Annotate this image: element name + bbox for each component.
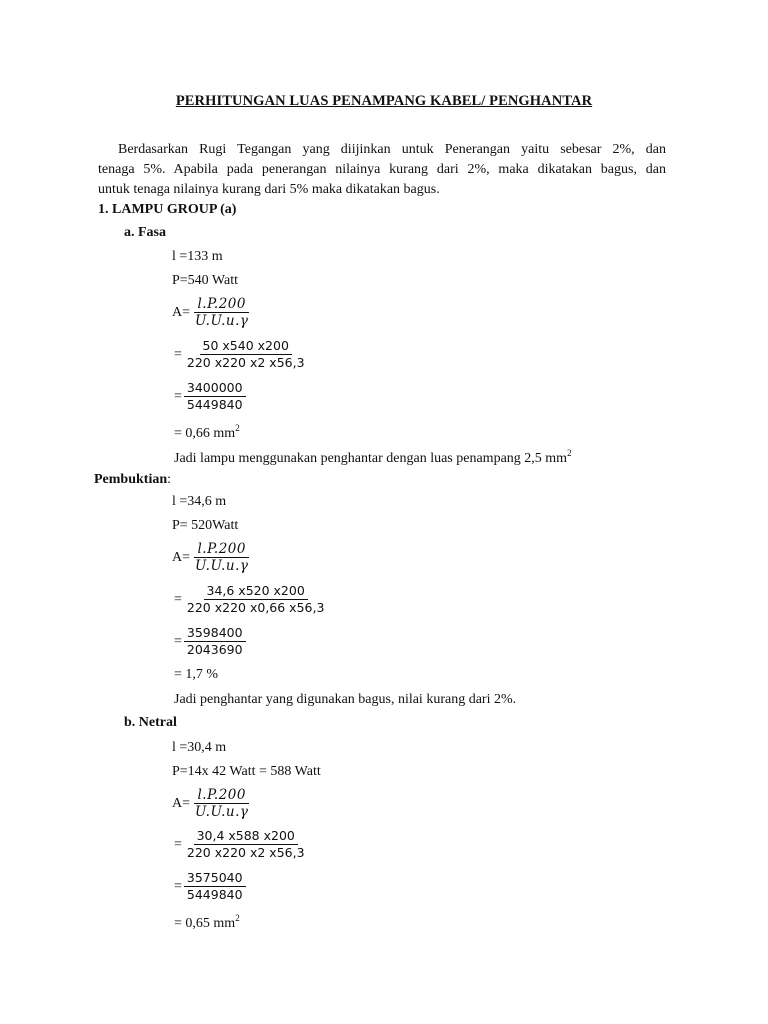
result-text: = 0,66 mm — [174, 426, 236, 441]
formula-label: A= — [172, 795, 191, 811]
formula-product — [174, 870, 246, 903]
length-value: l =133 m — [172, 249, 223, 264]
formula-general — [172, 296, 251, 329]
conclusion-text — [174, 448, 572, 467]
fraction-numerator: 34,6 x520 x200 — [204, 583, 308, 600]
fraction-denominator: 220 x220 x2 x56,3 — [186, 845, 305, 860]
formula-product — [174, 625, 246, 658]
equals-sign: = — [174, 388, 182, 404]
fraction — [192, 787, 251, 820]
fraction-denominator: 220 x220 x0,66 x56,3 — [186, 600, 325, 615]
fraction-denominator: 2043690 — [186, 642, 243, 657]
equals-sign: = — [174, 346, 182, 362]
formula-product — [174, 380, 246, 413]
fraction-denominator: U.U.u.γ — [195, 313, 249, 329]
fraction-numerator: 3575040 — [184, 870, 246, 887]
fraction-numerator: l.P.200 — [194, 296, 249, 313]
fraction — [184, 828, 308, 861]
fraction-numerator: 30,4 x588 x200 — [194, 828, 298, 845]
subsection-heading-netral: b. Netral — [124, 715, 177, 730]
result-value: = 1,7 % — [174, 667, 219, 682]
fraction-numerator: l.P.200 — [194, 541, 249, 558]
result-text: = 0,65 mm — [174, 916, 236, 931]
equals-sign: = — [174, 836, 182, 852]
fraction-denominator: U.U.u.γ — [195, 804, 249, 820]
fraction — [184, 583, 328, 616]
fraction-numerator: 3598400 — [184, 625, 246, 642]
formula-substitution — [174, 583, 327, 616]
fraction-numerator: 3400000 — [184, 380, 246, 397]
fraction — [184, 380, 246, 413]
superscript: 2 — [235, 913, 240, 923]
power-value: P=14x 42 Watt = 588 Watt — [172, 764, 321, 779]
document-title: PERHITUNGAN LUAS PENAMPANG KABEL/ PENGHANTAR — [175, 93, 593, 109]
superscript: 2 — [567, 448, 572, 458]
length-value: l =34,6 m — [172, 494, 227, 509]
intro-line: Berdasarkan Rugi Tegangan yang diijinkan untuk Penerangan yaitu sebesar 2%, dan — [118, 142, 666, 157]
formula-general — [172, 787, 251, 820]
fraction — [184, 338, 308, 371]
superscript: 2 — [235, 423, 240, 433]
equals-sign: = — [174, 633, 182, 649]
formula-substitution — [174, 338, 308, 371]
length-value: l =30,4 m — [172, 740, 227, 755]
pembuktian-label: Pembuktian — [94, 472, 168, 487]
equals-sign: = — [174, 878, 182, 894]
intro-line: untuk tenaga nilainya kurang dari 5% maka dikatakan bagus. — [98, 182, 440, 197]
formula-label: A= — [172, 549, 191, 565]
formula-general — [172, 541, 251, 574]
result-value — [174, 423, 240, 442]
formula-substitution — [174, 828, 308, 861]
subsection-heading-fasa: a. Fasa — [124, 225, 166, 240]
colon: : — [167, 472, 172, 487]
fraction — [192, 541, 251, 574]
formula-label: A= — [172, 304, 191, 320]
pembuktian-heading — [94, 472, 171, 488]
fraction — [184, 870, 246, 903]
fraction-denominator: 5449840 — [186, 887, 243, 902]
fraction-denominator: 5449840 — [186, 397, 243, 412]
intro-paragraph — [98, 140, 666, 200]
fraction — [184, 625, 246, 658]
equals-sign: = — [174, 591, 182, 607]
fraction — [192, 296, 251, 329]
fraction-numerator: l.P.200 — [194, 787, 249, 804]
intro-line: tenaga 5%. Apabila pada penerangan nilainya kurang dari 2%, maka dikatakan bagus, dan — [98, 162, 666, 177]
conclusion-text: Jadi penghantar yang digunakan bagus, nilai kurang dari 2%. — [174, 692, 517, 707]
power-value: P= 520Watt — [172, 518, 239, 533]
fraction-denominator: 220 x220 x2 x56,3 — [186, 355, 305, 370]
result-value — [174, 913, 240, 932]
fraction-denominator: U.U.u.γ — [195, 558, 249, 574]
section-heading: 1. LAMPU GROUP (a) — [98, 202, 237, 217]
fraction-numerator: 50 x540 x200 — [200, 338, 292, 355]
conclusion-body: Jadi lampu menggunakan penghantar dengan luas penampang 2,5 mm — [174, 451, 568, 466]
power-value: P=540 Watt — [172, 273, 239, 288]
